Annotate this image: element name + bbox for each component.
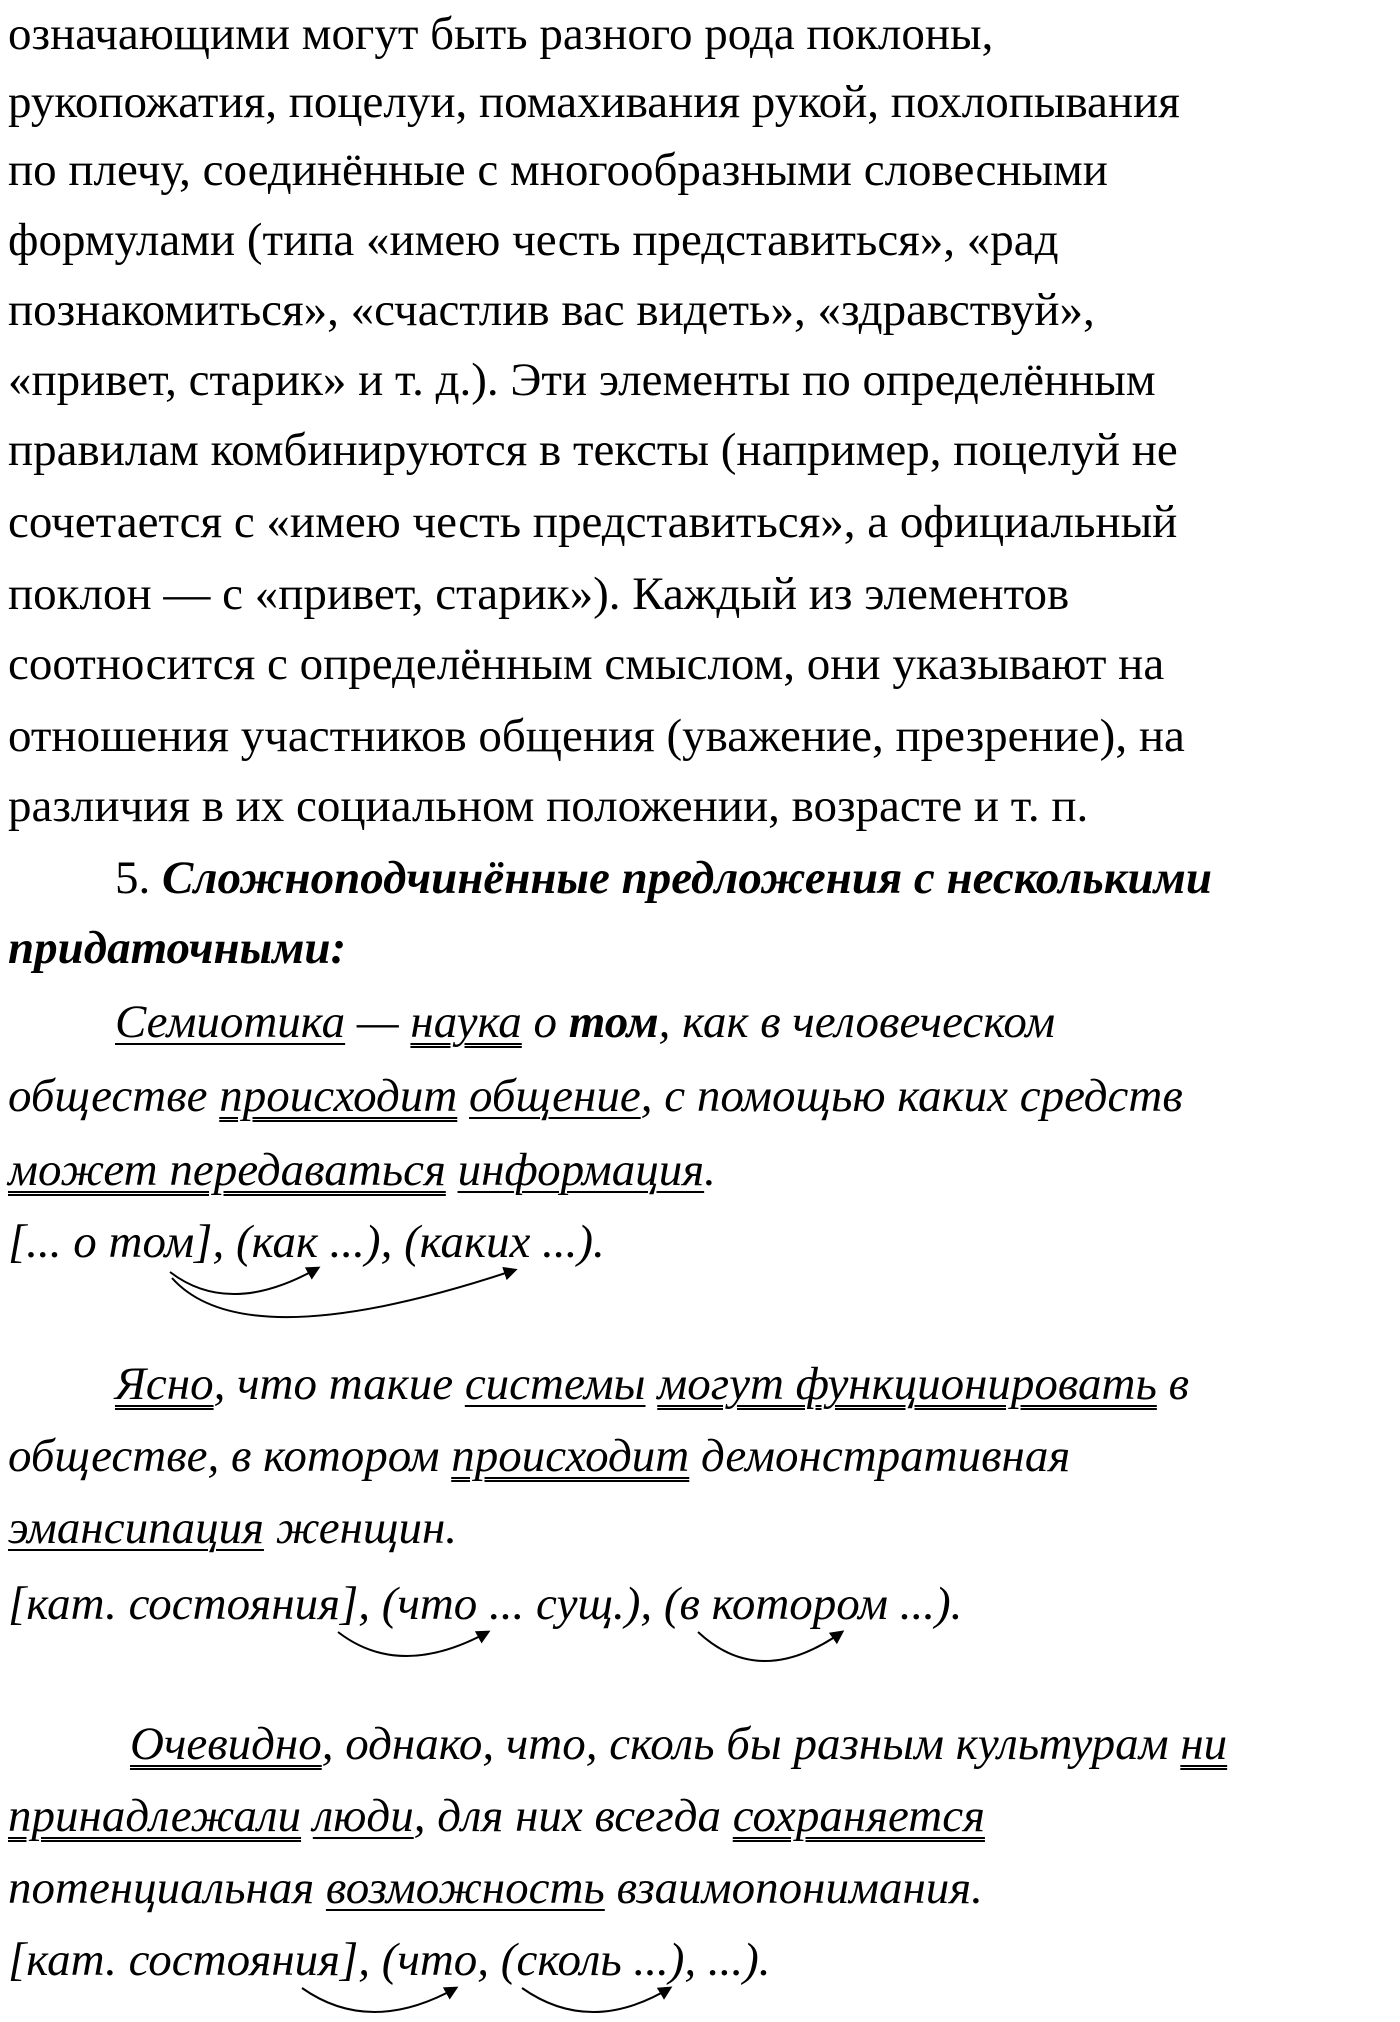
example1-line3 — [8, 1140, 716, 1200]
paragraph-line: означающими могут быть разного рода поклоны, — [8, 8, 994, 60]
text-fragment: обществе — [8, 1070, 220, 1122]
predicate: Ясно — [115, 1358, 214, 1410]
text-fragment: , однако, что, сколь бы разным культурам — [321, 1718, 1181, 1770]
text-fragment: — — [345, 996, 411, 1048]
text-fragment — [457, 1070, 469, 1122]
text-fragment: , для них всегда — [413, 1790, 733, 1842]
predicate: Очевидно — [130, 1718, 322, 1770]
subject: люди — [312, 1790, 414, 1842]
text-fragment: о — [521, 996, 569, 1048]
section-heading — [115, 848, 1212, 908]
example3-line3 — [8, 1858, 983, 1918]
predicate: могут функционировать — [657, 1358, 1157, 1410]
section-title-continued: придаточными: — [8, 922, 347, 974]
paragraph-line: формулами (типа «имею честь представиться», «рад — [8, 214, 1059, 266]
section-title: Сложноподчинённые предложения с несколькими — [162, 852, 1212, 904]
example2-scheme: [кат. состояния], (что ... сущ.), (в котором ...). — [8, 1578, 963, 1630]
predicate: происходит — [219, 1070, 458, 1122]
text-fragment: женщин. — [263, 1502, 458, 1554]
text-fragment: , с помощью каких средств — [640, 1070, 1183, 1122]
predicate: происходит — [451, 1430, 690, 1482]
text-fragment: потенциальная — [8, 1862, 326, 1914]
paragraph-line: познакомиться», «счастлив вас видеть», «здравствуй», — [8, 284, 1095, 336]
paragraph-line: сочетается с «имею честь представиться», а официальный — [8, 496, 1178, 548]
subject: общение — [469, 1070, 641, 1122]
text-fragment — [646, 1358, 658, 1410]
subject: информация — [457, 1144, 705, 1196]
example2-line3 — [8, 1498, 457, 1558]
example1-line1 — [115, 992, 1055, 1052]
arrow-to-clause-kakikh — [172, 1270, 515, 1317]
predicate: наука — [410, 996, 522, 1048]
paragraph-line: рукопожатия, поцелуи, помахивания рукой, похлопывания — [8, 76, 1180, 128]
predicate: принадлежали — [8, 1790, 302, 1842]
arrow-to-clause-chto — [338, 1632, 488, 1656]
text-fragment: , как в человеческом — [658, 996, 1056, 1048]
paragraph-line: поклон — с «привет, старик»). Каждый из элементов — [8, 568, 1070, 620]
example1-line2 — [8, 1066, 1183, 1126]
text-fragment — [301, 1790, 313, 1842]
paragraph-line: правилам комбинируются в тексты (например, поцелуй не — [8, 424, 1178, 476]
subject: системы — [464, 1358, 646, 1410]
example3-line2 — [8, 1786, 985, 1846]
section-number: 5. — [115, 852, 162, 904]
text-fragment: демонстративная — [689, 1430, 1071, 1482]
example3-line1 — [130, 1714, 1227, 1774]
text-fragment: . — [704, 1144, 716, 1196]
subject: эмансипация — [8, 1502, 264, 1554]
text-fragment: в — [1156, 1358, 1189, 1410]
subject: Семиотика — [115, 996, 346, 1048]
arrow-to-clause-v-kotorom — [698, 1632, 842, 1661]
example3-scheme: [кат. состояния], (что, (сколь ...), ...). — [8, 1934, 771, 1986]
arrow-to-clause-skol — [522, 1988, 670, 2012]
example2-line2 — [8, 1426, 1070, 1486]
paragraph-line: «привет, старик» и т. д.). Эти элементы по определённым — [8, 354, 1156, 406]
text-fragment — [446, 1144, 458, 1196]
paragraph-line: отношения участников общения (уважение, презрение), на — [8, 710, 1185, 762]
predicate: может передаваться — [8, 1144, 446, 1196]
text-fragment: обществе, в котором — [8, 1430, 452, 1482]
text-fragment: , что такие — [213, 1358, 465, 1410]
demonstrative-word: том — [568, 996, 659, 1048]
subject: возможность — [325, 1862, 605, 1914]
paragraph-line: различия в их социальном положении, возрасте и т. п. — [8, 780, 1089, 832]
predicate: ни — [1180, 1718, 1228, 1770]
predicate: сохраняется — [732, 1790, 985, 1842]
example1-scheme: [... о том], (как ...), (каких ...). — [8, 1216, 605, 1268]
arrow-to-clause-chto-2 — [302, 1988, 456, 2012]
paragraph-line: соотносится с определённым смыслом, они указывают на — [8, 638, 1165, 690]
paragraph-line: по плечу, соединённые с многообразными словесными — [8, 144, 1108, 196]
example2-line1 — [115, 1354, 1189, 1414]
text-fragment: взаимопонимания. — [604, 1862, 983, 1914]
